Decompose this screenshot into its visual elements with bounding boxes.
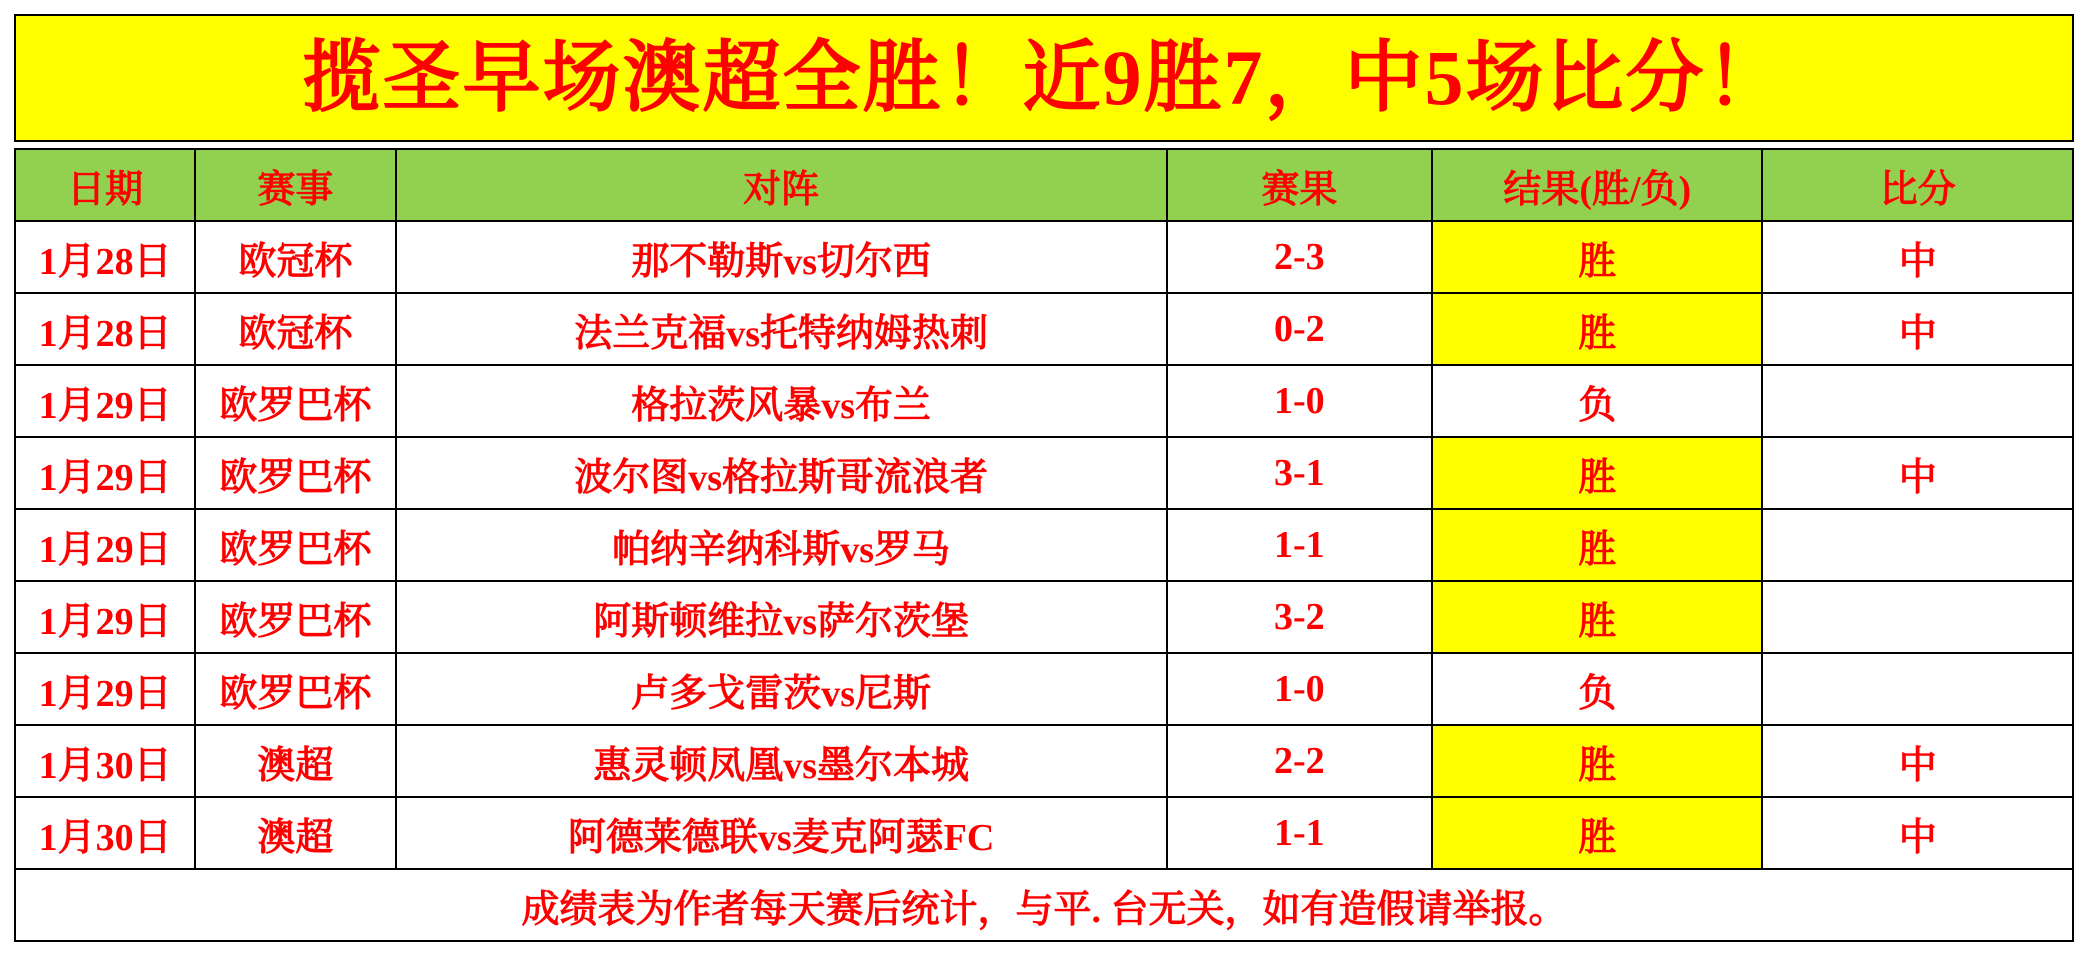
disclaimer-text: 成绩表为作者每天赛后统计，与平. 台无关，如有造假请举报。 [15,869,2073,941]
cell-date: 1月29日 [15,581,195,653]
cell-match: 帕纳辛纳科斯vs罗马 [396,509,1167,581]
cell-score: 1-0 [1167,365,1432,437]
cell-date: 1月30日 [15,797,195,869]
cell-league: 欧罗巴杯 [195,581,395,653]
cell-date: 1月29日 [15,365,195,437]
cell-league: 澳超 [195,797,395,869]
cell-match: 阿德莱德联vs麦克阿瑟FC [396,797,1167,869]
cell-result: 胜 [1432,581,1762,653]
table-row [15,221,2073,293]
cell-league: 欧罗巴杯 [195,653,395,725]
cell-result: 胜 [1432,221,1762,293]
column-header-match: 对阵 [396,149,1167,221]
table-row [15,293,2073,365]
cell-match: 法兰克福vs托特纳姆热刺 [396,293,1167,365]
cell-match: 阿斯顿维拉vs萨尔茨堡 [396,581,1167,653]
cell-hit [1762,581,2073,653]
column-header-result: 结果(胜/负) [1432,149,1762,221]
table-row [15,725,2073,797]
cell-hit [1762,509,2073,581]
cell-result: 胜 [1432,437,1762,509]
table-header [15,149,2073,221]
table-body [15,221,2073,869]
column-header-score: 赛果 [1167,149,1432,221]
cell-league: 欧冠杯 [195,221,395,293]
cell-date: 1月28日 [15,293,195,365]
cell-hit: 中 [1762,437,2073,509]
cell-match: 惠灵顿凤凰vs墨尔本城 [396,725,1167,797]
column-header-hit: 比分 [1762,149,2073,221]
cell-league: 欧罗巴杯 [195,509,395,581]
table-row [15,365,2073,437]
cell-league: 澳超 [195,725,395,797]
cell-hit: 中 [1762,725,2073,797]
cell-score: 2-3 [1167,221,1432,293]
cell-score: 2-2 [1167,725,1432,797]
table-row [15,581,2073,653]
cell-date: 1月29日 [15,653,195,725]
cell-hit [1762,365,2073,437]
column-header-league: 赛事 [195,149,395,221]
table-footer-row [15,869,2073,941]
cell-league: 欧罗巴杯 [195,365,395,437]
cell-match: 那不勒斯vs切尔西 [396,221,1167,293]
table-header-row [15,149,2073,221]
cell-date: 1月30日 [15,725,195,797]
table-row [15,797,2073,869]
cell-result: 负 [1432,365,1762,437]
cell-league: 欧罗巴杯 [195,437,395,509]
cell-date: 1月29日 [15,509,195,581]
table-row [15,653,2073,725]
results-table [14,148,2074,942]
cell-score: 1-0 [1167,653,1432,725]
table-row [15,437,2073,509]
banner-title: 揽圣早场澳超全胜！近9胜7，中5场比分！ [302,34,1786,121]
cell-score: 1-1 [1167,797,1432,869]
cell-date: 1月28日 [15,221,195,293]
cell-hit: 中 [1762,221,2073,293]
cell-score: 1-1 [1167,509,1432,581]
cell-result: 胜 [1432,797,1762,869]
cell-result: 胜 [1432,509,1762,581]
cell-result: 胜 [1432,725,1762,797]
cell-score: 3-2 [1167,581,1432,653]
cell-match: 卢多戈雷茨vs尼斯 [396,653,1167,725]
cell-result: 胜 [1432,293,1762,365]
table-row [15,509,2073,581]
cell-date: 1月29日 [15,437,195,509]
cell-hit [1762,653,2073,725]
cell-match: 波尔图vs格拉斯哥流浪者 [396,437,1167,509]
banner [14,14,2074,142]
cell-hit: 中 [1762,293,2073,365]
column-header-date: 日期 [15,149,195,221]
cell-league: 欧冠杯 [195,293,395,365]
cell-score: 3-1 [1167,437,1432,509]
cell-hit: 中 [1762,797,2073,869]
cell-score: 0-2 [1167,293,1432,365]
cell-result: 负 [1432,653,1762,725]
table-footer [15,869,2073,941]
cell-match: 格拉茨风暴vs布兰 [396,365,1167,437]
